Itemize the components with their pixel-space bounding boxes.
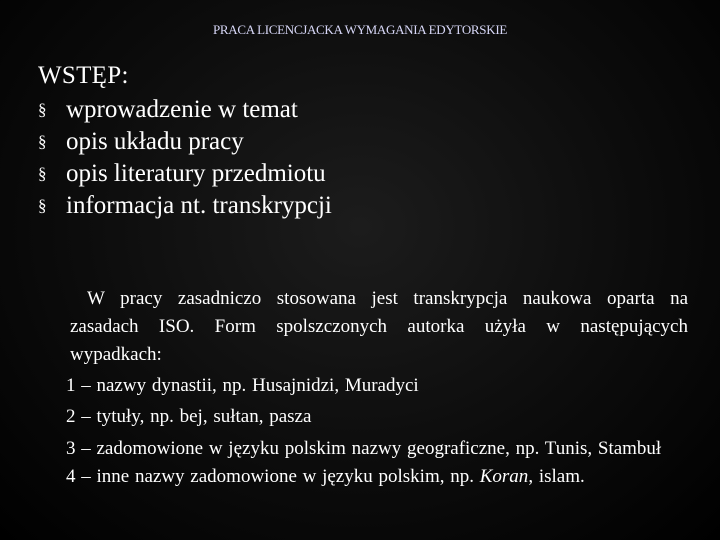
bullet-item: [38, 126, 332, 158]
bullet-item: [38, 190, 332, 222]
rule-text: 4 – inne nazwy zadomowione w języku polskim, np.: [66, 466, 480, 487]
rule-line: 2 – tytuły, np. bej, sułtan, pasza: [66, 406, 312, 427]
square-bullet-icon: §: [38, 132, 47, 151]
square-bullet-icon: §: [38, 164, 47, 183]
bullet-list: [38, 94, 332, 222]
bullet-item: [38, 94, 332, 126]
square-bullet-icon: §: [38, 196, 47, 215]
intro-paragraph: W pracy zasadniczo stosowana jest transkrypcja naukowa oparta na zasadach ISO. Form spolszczonych autorka użyła w następujących wypadkach:: [70, 288, 688, 365]
slide-header: PRACA LICENCJACKA WYMAGANIA EDYTORSKIE: [212, 22, 507, 37]
rule-line: 3 – zadomowione w języku polskim nazwy geograficzne, np. Tunis, Stambuł: [66, 438, 662, 459]
bullet-label: opis literatury przedmiotu: [66, 160, 326, 187]
rule-line: 1 – nazwy dynastii, np. Husajnidzi, Muradyci: [66, 375, 419, 396]
bullet-label: informacja nt. transkrypcji: [66, 192, 332, 219]
rule-line: [66, 463, 688, 491]
rule-text: , islam.: [528, 466, 585, 487]
bullet-label: opis układu pracy: [66, 128, 244, 155]
section-heading: WSTĘP:: [38, 62, 129, 89]
emphasized-term: Koran: [479, 466, 529, 487]
transcription-note: [66, 285, 688, 491]
square-bullet-icon: §: [38, 100, 47, 119]
bullet-label: wprowadzenie w temat: [66, 96, 298, 123]
bullet-item: [38, 158, 332, 190]
